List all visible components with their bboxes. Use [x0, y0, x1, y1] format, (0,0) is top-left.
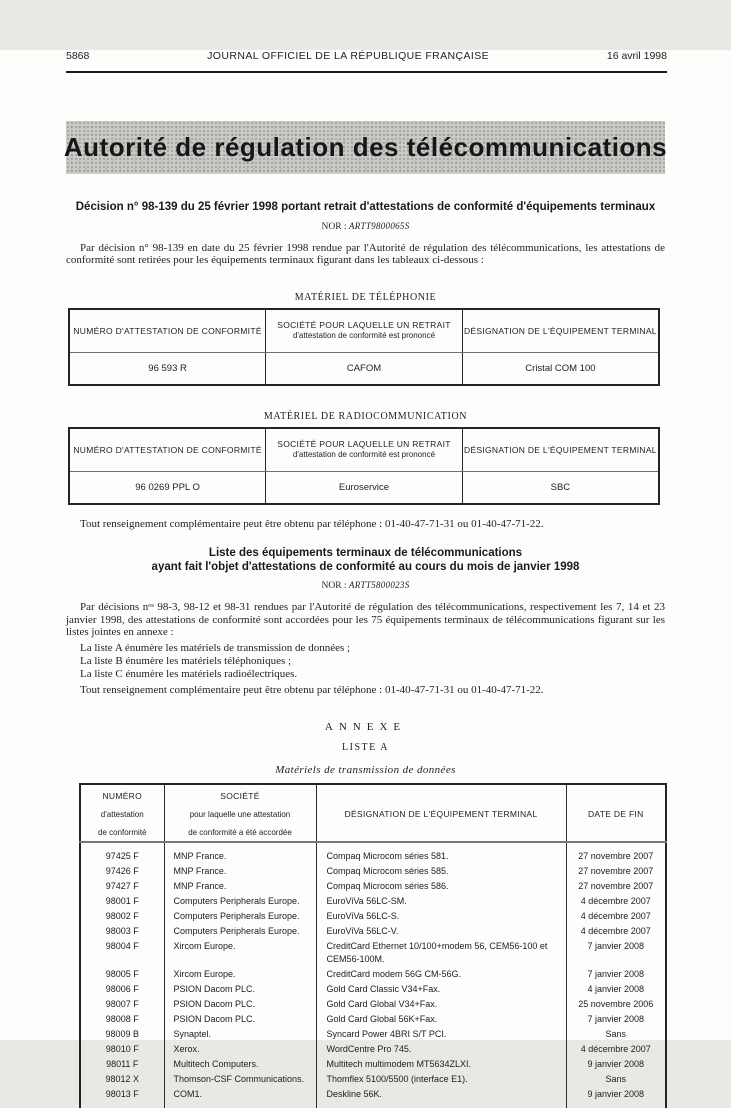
liste-item-c: La liste C énumère les matériels radioélectriques. [80, 667, 298, 680]
cell-date-fin: 7 janvier 2008 [566, 1012, 666, 1027]
cell-numero: 98011 F [106, 1058, 139, 1069]
cell-date-fin: 25 novembre 2006 [566, 997, 666, 1012]
liste-item-a: La liste A énumère les matériels de transmission de données ; [80, 641, 351, 654]
cell-societe: PSION Dacom PLC. [164, 982, 316, 997]
cell-numero: 98004 F [105, 940, 139, 951]
cell-societe: MNP France. [164, 864, 316, 879]
liste-a-heading: LISTE A [342, 741, 389, 753]
cell-societe: Computers Peripherals Europe. [164, 924, 316, 939]
table-row [80, 1057, 666, 1072]
header-societe: SOCIÉTÉ POUR LAQUELLE UN RETRAIT d'attestation de conformité est prononcé [266, 309, 463, 353]
header-societe: SOCIÉTÉ POUR LAQUELLE UN RETRAIT d'attestation de conformité est prononcé [266, 428, 463, 472]
table-row [80, 997, 666, 1012]
table-row [80, 1072, 666, 1087]
cell-date-fin: 4 janvier 2008 [566, 982, 666, 997]
table-row [80, 1042, 666, 1057]
table-row [80, 982, 666, 997]
decision-intro: Par décision n° 98-139 en date du 25 février 1998 rendue par l'Autorité de régulation des télécommunications, les attestations de conformité sont retirées pour les équipements terminaux figurant dans les tableaux ci-dessous : [66, 241, 665, 266]
cell-numero: 96 0269 PPL O [135, 481, 200, 493]
cell-date-fin: 27 novembre 2007 [566, 864, 666, 879]
banner-title: Autorité de régulation des télécommunications [63, 132, 668, 162]
telephonie-table [68, 308, 660, 386]
cell-date-fin: Sans [566, 1072, 666, 1087]
cell-date-fin: 7 janvier 2008 [566, 967, 666, 982]
liste-phone-note: Tout renseignement complémentaire peut être obtenu par téléphone : 01-40-47-71-31 ou 01-40-47-71-22. [80, 683, 544, 696]
cell-designation: Deskline 56K. [316, 1087, 566, 1102]
table-row [69, 471, 659, 504]
header-societe: SOCIÉTÉ pour laquelle une attestation de conformité a été accordée [164, 784, 316, 842]
radio-caption: MATÉRIEL DE RADIOCOMMUNICATION [263, 410, 468, 422]
cell-date-fin: 4 décembre 2007 [566, 1042, 666, 1057]
annexe-heading: ANNEXE [324, 720, 407, 733]
table-row [80, 894, 666, 909]
page-number: 5868 [66, 50, 90, 62]
annexe-table [79, 783, 667, 1108]
cell-numero: 96 593 R [148, 362, 187, 374]
cell-date-fin: 4 décembre 2007 [566, 894, 666, 909]
cell-numero: 98003 F [105, 925, 139, 936]
cell-numero: 97426 F [105, 865, 139, 876]
cell-societe: MNP France. [164, 879, 316, 894]
cell-designation: EuroViVa 56LC-V. [316, 924, 566, 939]
cell-numero: 97427 F [105, 880, 139, 891]
cell-societe: Xircom Europe. [164, 939, 316, 967]
cell-designation: Cristal COM 100 [462, 352, 659, 385]
cell-designation: EuroViVa 56LC-S. [316, 909, 566, 924]
table-header-row [69, 309, 659, 353]
table-row [80, 1012, 666, 1027]
cell-societe: Computers Peripherals Europe. [164, 894, 316, 909]
cell-numero: 98012 X [105, 1073, 140, 1084]
cell-date-fin: 4 décembre 2007 [566, 924, 666, 939]
decision-title: Décision n° 98-139 du 25 février 1998 portant retrait d'attestations de conformité d'équipements terminaux [75, 201, 656, 213]
table-row [69, 352, 659, 385]
table-row [80, 864, 666, 879]
cell-designation: Compaq Microcom séries 585. [316, 864, 566, 879]
cell-date-fin: 9 janvier 2008 [566, 1087, 666, 1102]
liste-intro: Par décisions nᵒˢ 98-3, 98-12 et 98-31 rendues par l'Autorité de régulation des télécommunications, respectivement les 7, 14 et 23 janvier 1998, des attestations de conformité sont accordées pour les 75 équipements terminaux de télécommunications figurant sur les listes jointes en annexe : [66, 601, 665, 638]
cell-societe: PSION Dacom PLC. [164, 997, 316, 1012]
cell-societe: Thomson-CSF Communications. [164, 1072, 316, 1087]
cell-numero: 98005 F [105, 968, 139, 979]
liste-item-b: La liste B énumère les matériels téléphoniques ; [80, 654, 292, 667]
cell-societe: Computers Peripherals Europe. [164, 909, 316, 924]
journal-title: JOURNAL OFFICIEL DE LA RÉPUBLIQUE FRANÇAISE [207, 50, 490, 62]
liste-nor [0, 580, 731, 591]
cell-designation: SBC [462, 471, 659, 504]
cell-designation: Multitech multimodem MT5634ZLXI. [316, 1057, 566, 1072]
table-row [80, 924, 666, 939]
cell-designation: Gold Card Global 56K+Fax. [316, 1012, 566, 1027]
cell-date-fin: 4 décembre 2007 [566, 909, 666, 924]
cell-date-fin: 27 novembre 2007 [566, 842, 666, 864]
decision-phone-note: Tout renseignement complémentaire peut être obtenu par téléphone : 01-40-47-71-31 ou 01-40-47-71-22. [80, 517, 544, 530]
table-row-spacer [80, 1102, 666, 1108]
table-row [80, 909, 666, 924]
cell-designation: CreditCard Ethernet 10/100+modem 56, CEM56-100 et CEM56-100M. [316, 939, 566, 967]
nor-value: ARTT5800023S [348, 580, 410, 590]
cell-designation: WordCentre Pro 745. [316, 1042, 566, 1057]
cell-societe: Synaptel. [164, 1027, 316, 1042]
decision-nor [0, 221, 731, 232]
cell-designation: Gold Card Global V34+Fax. [316, 997, 566, 1012]
cell-numero: 98009 B [105, 1028, 140, 1039]
nor-label: NOR : [321, 581, 347, 591]
table-row [80, 842, 666, 864]
cell-designation: Syncard Power 4BRI S/T PCI. [316, 1027, 566, 1042]
cell-numero: 98002 F [105, 910, 139, 921]
header-designation: DÉSIGNATION DE L'ÉQUIPEMENT TERMINAL [316, 784, 566, 842]
radio-table [68, 427, 660, 505]
cell-societe: Multitech Computers. [164, 1057, 316, 1072]
cell-societe: PSION Dacom PLC. [164, 1012, 316, 1027]
header-designation: DÉSIGNATION DE L'ÉQUIPEMENT TERMINAL [462, 428, 659, 472]
nor-value: ARTT9800065S [348, 220, 410, 231]
cell-date-fin: 27 novembre 2007 [566, 879, 666, 894]
cell-designation: Gold Card Classic V34+Fax. [316, 982, 566, 997]
nor-label: NOR : [321, 221, 347, 232]
authority-banner [63, 121, 668, 174]
cell-numero: 98007 F [105, 998, 139, 1009]
table-row [80, 879, 666, 894]
cell-numero: 98008 F [105, 1013, 139, 1024]
cell-date-fin: 9 janvier 2008 [566, 1057, 666, 1072]
table-header-row [69, 428, 659, 472]
table-row [80, 939, 666, 967]
cell-numero: 98006 F [105, 983, 139, 994]
header-numero: NUMÉRO D'ATTESTATION DE CONFORMITÉ [69, 428, 266, 472]
table-row [80, 1087, 666, 1102]
cell-designation: CreditCard modem 56G CM-56G. [316, 967, 566, 982]
cell-societe: MNP France. [164, 842, 316, 864]
annexe-table-caption: Matériels de transmission de données [275, 763, 456, 776]
page-header [66, 50, 667, 62]
cell-numero: 97425 F [105, 850, 139, 861]
cell-designation: Compaq Microcom séries 586. [316, 879, 566, 894]
cell-designation: EuroViVa 56LC-SM. [316, 894, 566, 909]
cell-numero: 98013 F [105, 1088, 139, 1099]
header-date-fin: DATE DE FIN [566, 784, 666, 842]
header-designation: DÉSIGNATION DE L'ÉQUIPEMENT TERMINAL [462, 309, 659, 353]
cell-date-fin: 7 janvier 2008 [566, 939, 666, 967]
liste-title: Liste des équipements terminaux de télécommunications ayant fait l'objet d'attestations de conformité au cours du mois de janvier 1998 [151, 547, 580, 573]
cell-designation: Thomflex 5100/5500 (interface E1). [316, 1072, 566, 1087]
cell-societe: COM1. [164, 1087, 316, 1102]
header-numero: NUMÉRO D'ATTESTATION DE CONFORMITÉ [69, 309, 266, 353]
table-row [80, 967, 666, 982]
cell-date-fin: Sans [566, 1027, 666, 1042]
cell-societe: Xircom Europe. [164, 967, 316, 982]
cell-numero: 98001 F [105, 895, 139, 906]
table-header-row [80, 784, 666, 842]
header-rule [66, 71, 667, 73]
cell-numero: 98010 F [105, 1043, 139, 1054]
cell-designation: Compaq Microcom séries 581. [316, 842, 566, 864]
telephonie-caption: MATÉRIEL DE TÉLÉPHONIE [294, 291, 437, 303]
cell-societe: Euroservice [266, 471, 463, 504]
cell-societe: Xerox. [164, 1042, 316, 1057]
header-numero: NUMÉRO d'attestation de conformité [80, 784, 164, 842]
journal-page [0, 50, 731, 1099]
issue-date: 16 avril 1998 [606, 50, 667, 62]
table-row [80, 1027, 666, 1042]
cell-societe: CAFOM [266, 352, 463, 385]
